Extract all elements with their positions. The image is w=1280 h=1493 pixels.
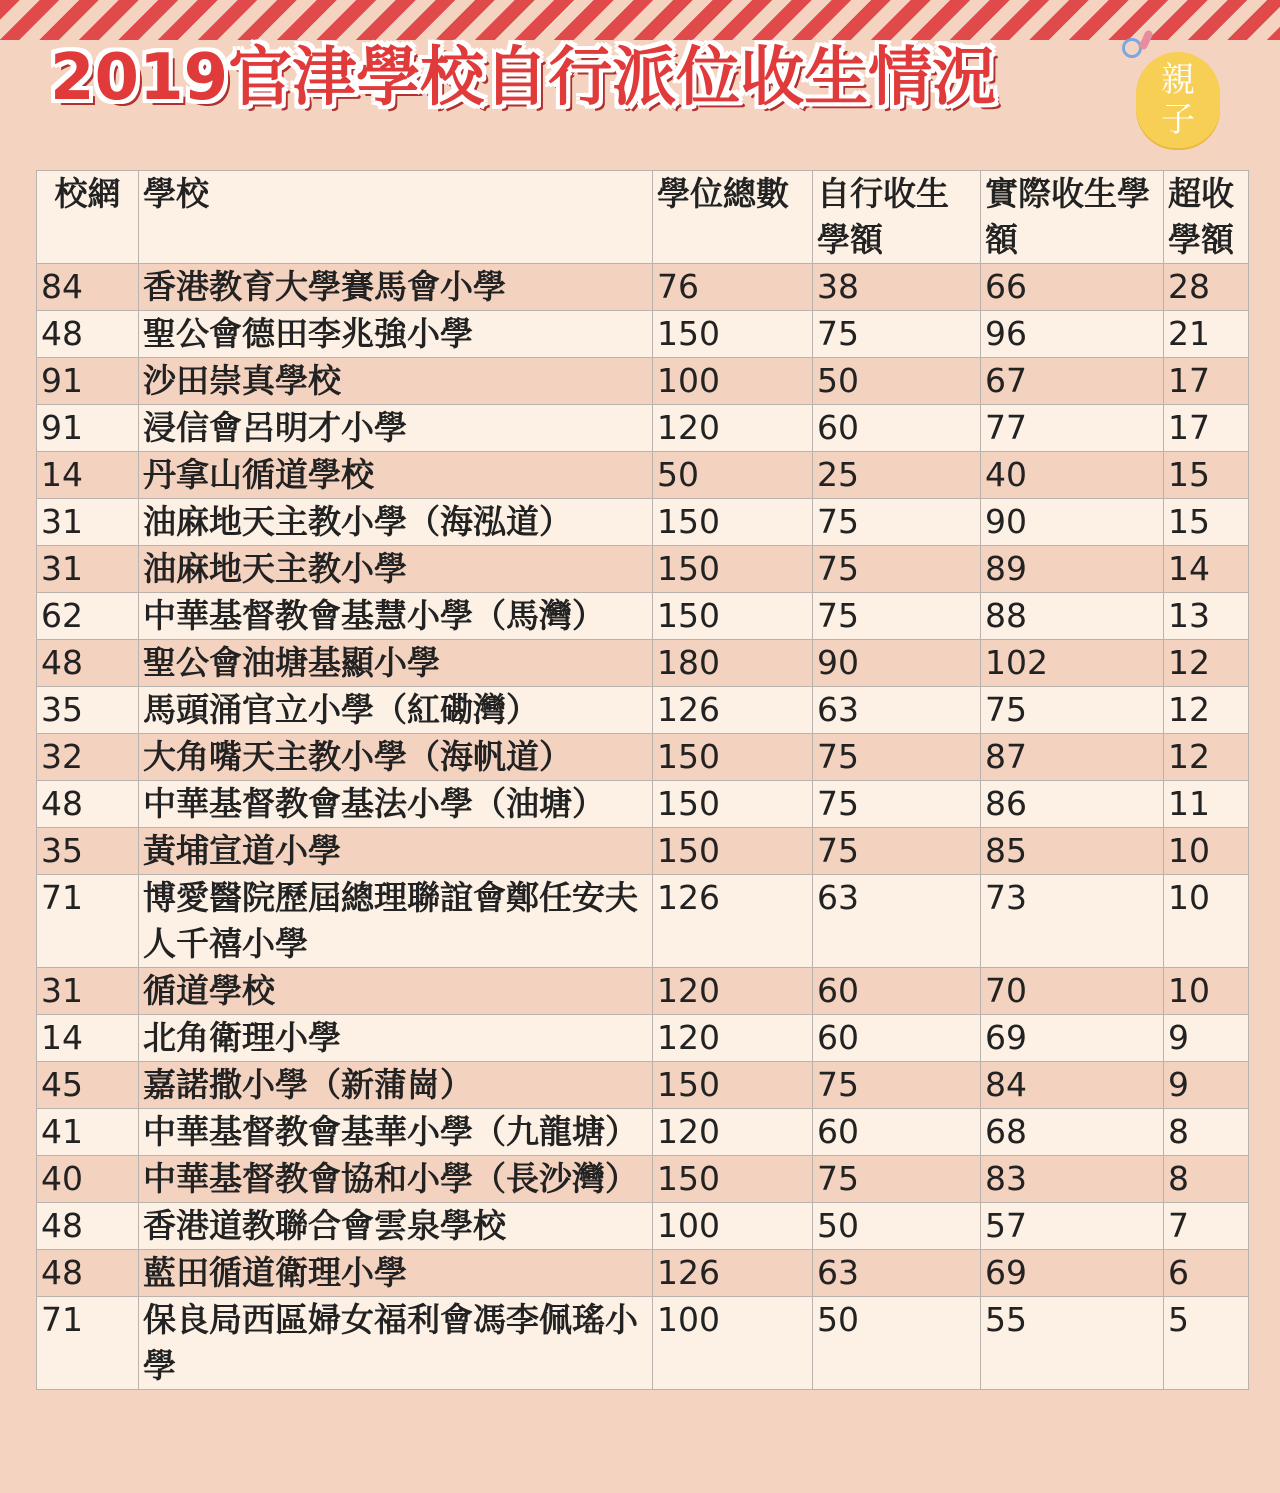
cell-discretionary: 60	[813, 1015, 981, 1062]
table-row	[37, 593, 1249, 640]
brand-logo	[1128, 42, 1224, 152]
cell-school: 中華基督教會基慧小學（馬灣）	[139, 593, 653, 640]
cell-net: 48	[37, 1250, 139, 1297]
cell-total: 150	[653, 546, 813, 593]
cell-school: 馬頭涌官立小學（紅磡灣）	[139, 687, 653, 734]
cell-discretionary: 60	[813, 1109, 981, 1156]
table-row	[37, 687, 1249, 734]
cell-total: 120	[653, 405, 813, 452]
cell-school: 浸信會呂明才小學	[139, 405, 653, 452]
logo-ring-icon	[1122, 38, 1142, 58]
cell-discretionary: 75	[813, 734, 981, 781]
cell-actual: 75	[981, 687, 1164, 734]
cell-school: 循道學校	[139, 968, 653, 1015]
cell-actual: 83	[981, 1156, 1164, 1203]
header-over: 超收學額	[1164, 171, 1249, 264]
cell-school: 大角嘴天主教小學（海帆道）	[139, 734, 653, 781]
cell-actual: 84	[981, 1062, 1164, 1109]
cell-net: 35	[37, 828, 139, 875]
table-row	[37, 1062, 1249, 1109]
table-row	[37, 1015, 1249, 1062]
cell-over: 10	[1164, 828, 1249, 875]
cell-total: 150	[653, 1156, 813, 1203]
table-row	[37, 405, 1249, 452]
cell-total: 180	[653, 640, 813, 687]
cell-total: 100	[653, 358, 813, 405]
cell-net: 32	[37, 734, 139, 781]
table-row	[37, 828, 1249, 875]
cell-over: 12	[1164, 734, 1249, 781]
cell-over: 12	[1164, 640, 1249, 687]
cell-actual: 89	[981, 546, 1164, 593]
cell-total: 150	[653, 828, 813, 875]
cell-actual: 85	[981, 828, 1164, 875]
cell-school: 中華基督教會基法小學（油塘）	[139, 781, 653, 828]
table-row	[37, 734, 1249, 781]
cell-over: 9	[1164, 1015, 1249, 1062]
cell-net: 71	[37, 875, 139, 968]
logo-text-line1: 親	[1161, 60, 1195, 100]
cell-net: 84	[37, 264, 139, 311]
cell-actual: 55	[981, 1297, 1164, 1390]
cell-total: 126	[653, 875, 813, 968]
cell-total: 150	[653, 593, 813, 640]
cell-discretionary: 63	[813, 1250, 981, 1297]
admission-table	[36, 170, 1249, 1390]
cell-total: 76	[653, 264, 813, 311]
cell-net: 48	[37, 1203, 139, 1250]
cell-discretionary: 75	[813, 781, 981, 828]
cell-discretionary: 75	[813, 499, 981, 546]
cell-discretionary: 38	[813, 264, 981, 311]
cell-school: 北角衛理小學	[139, 1015, 653, 1062]
cell-actual: 88	[981, 593, 1164, 640]
table-row	[37, 311, 1249, 358]
cell-discretionary: 50	[813, 1297, 981, 1390]
cell-actual: 69	[981, 1015, 1164, 1062]
cell-total: 100	[653, 1297, 813, 1390]
cell-school: 中華基督教會協和小學（長沙灣）	[139, 1156, 653, 1203]
cell-total: 150	[653, 781, 813, 828]
cell-total: 150	[653, 1062, 813, 1109]
cell-discretionary: 75	[813, 546, 981, 593]
cell-total: 100	[653, 1203, 813, 1250]
cell-net: 31	[37, 499, 139, 546]
header-total: 學位總數	[653, 171, 813, 264]
cell-school: 博愛醫院歷屆總理聯誼會鄭任安夫人千禧小學	[139, 875, 653, 968]
table-row	[37, 264, 1249, 311]
cell-over: 17	[1164, 405, 1249, 452]
cell-actual: 87	[981, 734, 1164, 781]
cell-net: 91	[37, 405, 139, 452]
cell-school: 保良局西區婦女福利會馮李佩瑤小學	[139, 1297, 653, 1390]
cell-actual: 73	[981, 875, 1164, 968]
cell-discretionary: 25	[813, 452, 981, 499]
cell-net: 31	[37, 546, 139, 593]
cell-actual: 69	[981, 1250, 1164, 1297]
cell-net: 35	[37, 687, 139, 734]
cell-actual: 102	[981, 640, 1164, 687]
cell-actual: 57	[981, 1203, 1164, 1250]
cell-school: 沙田崇真學校	[139, 358, 653, 405]
cell-total: 120	[653, 968, 813, 1015]
cell-net: 31	[37, 968, 139, 1015]
header-school: 學校	[139, 171, 653, 264]
cell-over: 7	[1164, 1203, 1249, 1250]
cell-over: 10	[1164, 875, 1249, 968]
header-net: 校網	[37, 171, 139, 264]
cell-actual: 66	[981, 264, 1164, 311]
table-row	[37, 1250, 1249, 1297]
cell-actual: 67	[981, 358, 1164, 405]
cell-net: 40	[37, 1156, 139, 1203]
table-row	[37, 452, 1249, 499]
cell-actual: 77	[981, 405, 1164, 452]
table-row	[37, 1109, 1249, 1156]
cell-over: 10	[1164, 968, 1249, 1015]
cell-net: 48	[37, 311, 139, 358]
cell-over: 28	[1164, 264, 1249, 311]
cell-discretionary: 90	[813, 640, 981, 687]
cell-over: 15	[1164, 452, 1249, 499]
cell-total: 150	[653, 734, 813, 781]
cell-discretionary: 63	[813, 687, 981, 734]
cell-over: 17	[1164, 358, 1249, 405]
cell-over: 21	[1164, 311, 1249, 358]
cell-over: 13	[1164, 593, 1249, 640]
cell-net: 14	[37, 452, 139, 499]
cell-discretionary: 75	[813, 311, 981, 358]
cell-school: 中華基督教會基華小學（九龍塘）	[139, 1109, 653, 1156]
cell-discretionary: 50	[813, 358, 981, 405]
cell-actual: 70	[981, 968, 1164, 1015]
cell-actual: 96	[981, 311, 1164, 358]
cell-over: 5	[1164, 1297, 1249, 1390]
cell-total: 150	[653, 311, 813, 358]
cell-net: 62	[37, 593, 139, 640]
cell-discretionary: 63	[813, 875, 981, 968]
table-row	[37, 640, 1249, 687]
cell-actual: 40	[981, 452, 1164, 499]
cell-over: 9	[1164, 1062, 1249, 1109]
cell-net: 45	[37, 1062, 139, 1109]
table-row	[37, 1203, 1249, 1250]
cell-school: 香港道教聯合會雲泉學校	[139, 1203, 653, 1250]
header-discretionary: 自行收生學額	[813, 171, 981, 264]
table-row	[37, 1156, 1249, 1203]
cell-school: 油麻地天主教小學	[139, 546, 653, 593]
table-row	[37, 546, 1249, 593]
cell-actual: 68	[981, 1109, 1164, 1156]
cell-school: 香港教育大學賽馬會小學	[139, 264, 653, 311]
cell-total: 126	[653, 687, 813, 734]
cell-net: 48	[37, 781, 139, 828]
cell-actual: 86	[981, 781, 1164, 828]
cell-net: 14	[37, 1015, 139, 1062]
cell-actual: 90	[981, 499, 1164, 546]
header-actual: 實際收生學額	[981, 171, 1164, 264]
cell-school: 丹拿山循道學校	[139, 452, 653, 499]
cell-school: 油麻地天主教小學（海泓道）	[139, 499, 653, 546]
cell-net: 91	[37, 358, 139, 405]
logo-text-line2: 子	[1161, 100, 1195, 140]
cell-total: 120	[653, 1015, 813, 1062]
page-title: 2019官津學校自行派位收生情況	[50, 41, 997, 115]
cell-total: 150	[653, 499, 813, 546]
cell-school: 藍田循道衛理小學	[139, 1250, 653, 1297]
table-row	[37, 875, 1249, 968]
cell-over: 8	[1164, 1156, 1249, 1203]
cell-over: 11	[1164, 781, 1249, 828]
cell-discretionary: 75	[813, 1156, 981, 1203]
cell-school: 嘉諾撒小學（新蒲崗）	[139, 1062, 653, 1109]
table-header-row	[37, 171, 1249, 264]
cell-discretionary: 60	[813, 968, 981, 1015]
cell-total: 120	[653, 1109, 813, 1156]
cell-discretionary: 75	[813, 1062, 981, 1109]
logo-text	[1136, 60, 1220, 140]
cell-over: 15	[1164, 499, 1249, 546]
cell-over: 6	[1164, 1250, 1249, 1297]
cell-school: 聖公會油塘基顯小學	[139, 640, 653, 687]
table-row	[37, 781, 1249, 828]
table-row	[37, 358, 1249, 405]
table-row	[37, 968, 1249, 1015]
cell-total: 50	[653, 452, 813, 499]
cell-net: 48	[37, 640, 139, 687]
cell-discretionary: 50	[813, 1203, 981, 1250]
table-row	[37, 1297, 1249, 1390]
cell-discretionary: 75	[813, 828, 981, 875]
cell-net: 41	[37, 1109, 139, 1156]
cell-net: 71	[37, 1297, 139, 1390]
cell-over: 12	[1164, 687, 1249, 734]
cell-over: 8	[1164, 1109, 1249, 1156]
cell-school: 黃埔宣道小學	[139, 828, 653, 875]
table-row	[37, 499, 1249, 546]
cell-total: 126	[653, 1250, 813, 1297]
cell-discretionary: 60	[813, 405, 981, 452]
cell-discretionary: 75	[813, 593, 981, 640]
cell-over: 14	[1164, 546, 1249, 593]
cell-school: 聖公會德田李兆強小學	[139, 311, 653, 358]
